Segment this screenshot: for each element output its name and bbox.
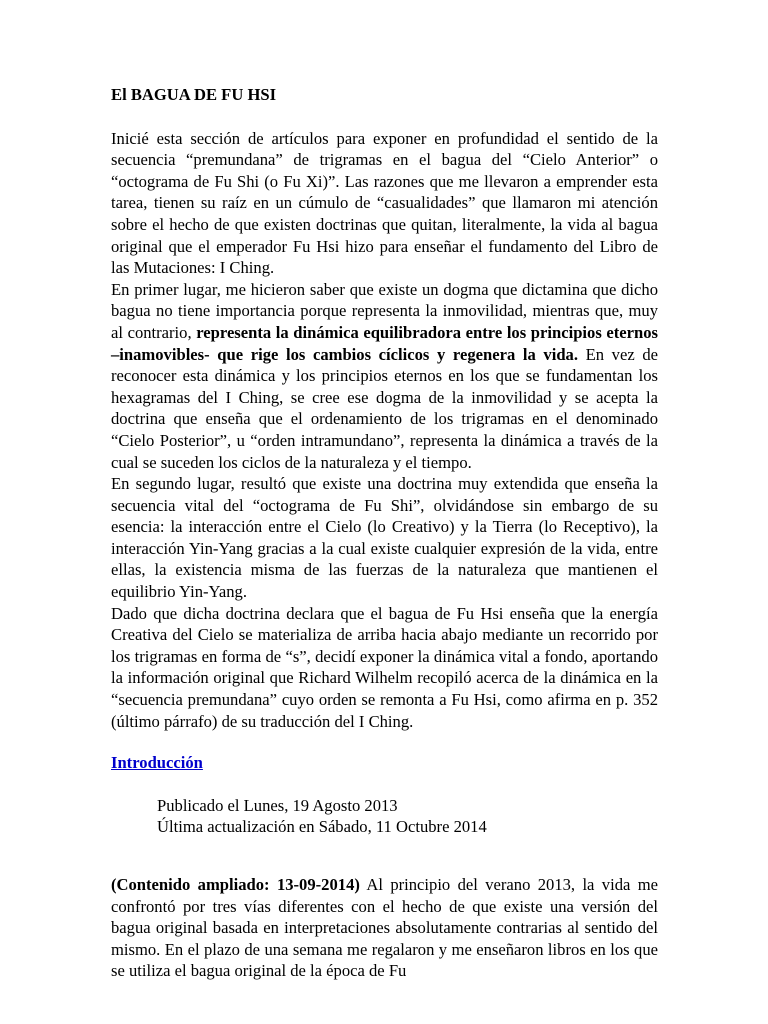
paragraph-body xyxy=(111,874,658,982)
introduccion-link[interactable]: Introducción xyxy=(111,753,203,773)
content-expanded-note: (Contenido ampliado: 13-09-2014) xyxy=(111,875,360,894)
article-meta xyxy=(157,795,658,838)
paragraph-intro: Inicié esta sección de artículos para exponer en profundidad el sentido de la secuencia “premundana” de trigramas en el bagua del “Cielo Anterior” o “octograma de Fu Shi (o Fu Xi)”. Las razones que me llevaron a emprender esta tarea, tienen su raíz en un cúmulo de “casualidades” que llamaron mi atención sobre el hecho de que existen doctrinas que quitan, literalmente, la vida al bagua original que el emperador Fu Hsi hizo para enseñar el fundamento del Libro de las Mutaciones: I Ching. xyxy=(111,128,658,278)
paragraph-dogma xyxy=(111,279,658,473)
updated-date: Última actualización en Sábado, 11 Octubre 2014 xyxy=(157,817,487,837)
document-page xyxy=(111,84,658,982)
published-date: Publicado el Lunes, 19 Agosto 2013 xyxy=(157,795,398,815)
paragraph-dogma-start: En primer lugar, me hicieron saber que existe un dogma que dictamina que dicho bagua no tiene importancia porque representa la inmovilidad, mientras que, muy al contrario, xyxy=(111,279,658,342)
paragraph-dogma-bold: representa la dinámica equilibradora entre los principios eternos –inamovibles- que rige los cambios cíclicos y regenera la vida. xyxy=(111,322,658,364)
paragraph-doctrine: En segundo lugar, resultó que existe una doctrina muy extendida que enseña la secuencia vital del “octograma de Fu Shi”, olvidándose sin embargo de su esencia: la interacción entre el Cielo (lo Creativo) y la Tierra (lo Receptivo), la interacción Yin-Yang gracias a la cual existe cualquier expresión de la vida, entre ellas, la existencia misma de las fuerzas de la naturaleza que mantienen el equilibrio Yin-Yang. xyxy=(111,474,658,602)
paragraph-body-text: Al principio del verano 2013, la vida me confrontó por tres vías diferentes con el hecho de que existe una versión del bagua original basada en interpretaciones absolutamente contrarias al sentido del mismo. En el plazo de una semana me regalaron y me enseñaron libros en los que se utiliza el bagua original de la época de Fu xyxy=(111,875,658,981)
paragraph-decision: Dado que dicha doctrina declara que el bagua de Fu Hsi enseña que la energía Creativa del Cielo se materializa de arriba hacia abajo mediante un recorrido por los trigramas en forma de “s”, decidí exponer la dinámica vital a fondo, aportando la información original que Richard Wilhelm recopiló acerca de la dinámica en la “secuencia premundana” cuyo orden se remonta a Fu Hsi, como afirma en p. 352 (último párrafo) de su traducción del I Ching. xyxy=(111,603,658,731)
page-title: El BAGUA DE FU HSI xyxy=(111,85,277,104)
paragraph-dogma-end: En vez de reconocer esta dinámica y los principios eternos en los que se fundamentan los hexagramas del I Ching, se cree ese dogma de la inmovilidad y se acepta la doctrina que enseña que el ordenamiento de los trigramas en el denominado “Cielo Posterior”, u “orden intramundano”, representa la dinámica a través de la cual se suceden los ciclos de la naturaleza y el tiempo. xyxy=(111,344,658,472)
